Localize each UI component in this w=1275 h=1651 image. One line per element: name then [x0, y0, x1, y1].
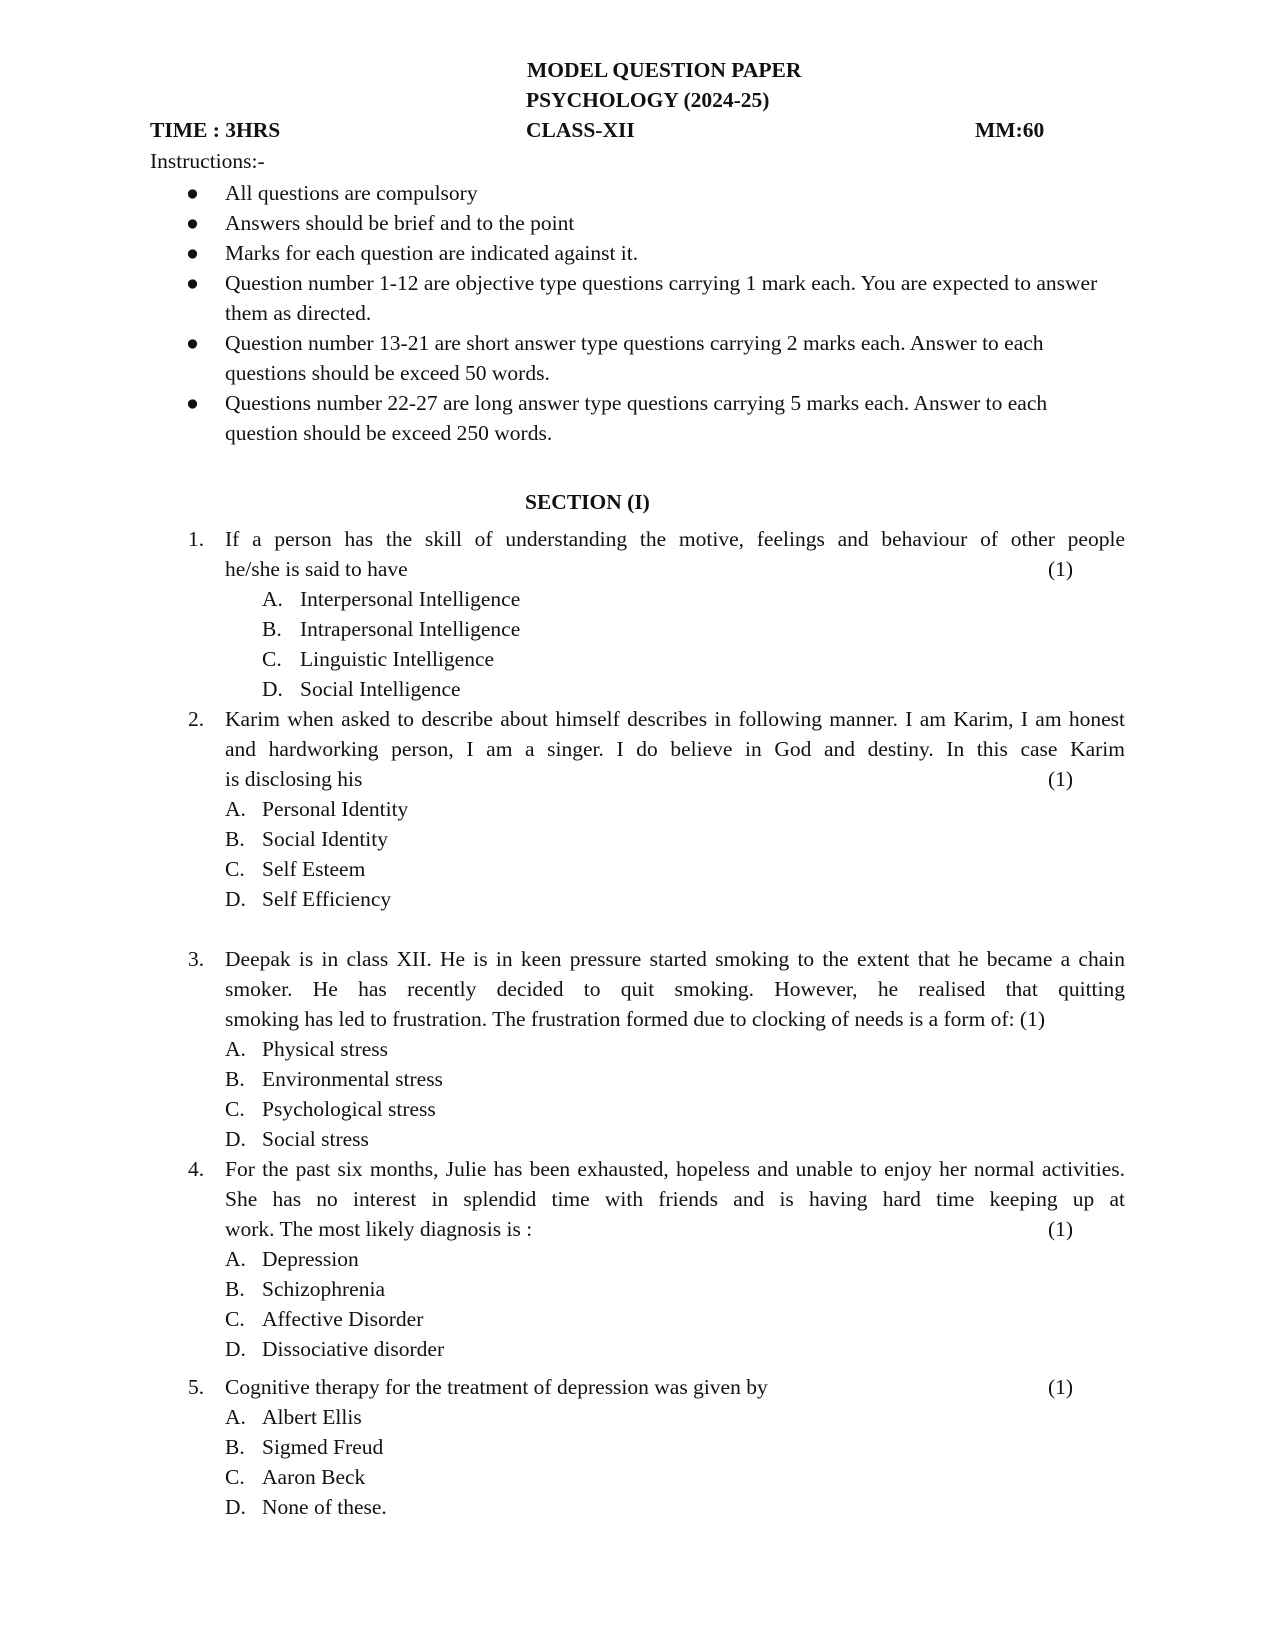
option: C. Psychological stress: [225, 1097, 436, 1121]
instruction-item: ● Question number 1-12 are objective type questions carrying 1 mark each. You are expected to answer them as directed.: [0, 268, 1105, 328]
question-2: [0, 704, 1275, 914]
question-1: [0, 524, 1275, 704]
question-text-last: work. The most likely diagnosis is :: [225, 1217, 533, 1241]
instructions-label: Instructions:-: [150, 149, 265, 173]
bullet-icon: ●: [186, 241, 199, 265]
paper-subject: PSYCHOLOGY (2024-25): [526, 88, 770, 112]
option: D. Dissociative disorder: [225, 1337, 445, 1361]
option: B. Schizophrenia: [225, 1277, 385, 1301]
question-text: Deepak is in class XII. He is in keen pressure started smoking to the extent that he became a chain smoker. He has recently decided to quit smoking. However, he realised that quitting: [225, 947, 1125, 1001]
question-5: [0, 1372, 1275, 1522]
section-title: SECTION (I): [525, 490, 650, 514]
option: A. Physical stress: [225, 1037, 389, 1061]
instruction-item: ● All questions are compulsory: [0, 178, 1105, 208]
option: D. Self Efficiency: [225, 887, 392, 911]
question-number: 3.: [188, 947, 205, 971]
instruction-item: ● Marks for each question are indicated against it.: [0, 238, 1105, 268]
option: C. Self Esteem: [225, 857, 366, 881]
question-number: 4.: [188, 1157, 205, 1181]
option: A. Depression: [225, 1247, 359, 1271]
option: C. Affective Disorder: [225, 1307, 424, 1331]
question-text: Cognitive therapy for the treatment of depression was given by: [225, 1375, 768, 1399]
question-text-last: is disclosing his: [225, 767, 363, 791]
bullet-icon: ●: [186, 271, 199, 295]
marks-label: (1): [1048, 767, 1074, 791]
question-3: [0, 944, 1275, 1154]
paper-title: MODEL QUESTION PAPER: [527, 58, 802, 82]
option: D. Social stress: [225, 1127, 369, 1151]
question-text: For the past six months, Julie has been exhausted, hopeless and unable to enjoy her normal activities. She has no interest in splendid time with friends and is having hard time keeping up at: [225, 1157, 1125, 1211]
question-text: If a person has the skill of understanding the motive, feelings and behaviour of other people: [225, 527, 1125, 551]
question-number: 5.: [188, 1375, 205, 1399]
bullet-icon: ●: [186, 331, 199, 355]
max-marks: MM:60: [975, 118, 1045, 142]
question-text: Karim when asked to describe about himself describes in following manner. I am Karim, I am honest and hardworking person, I am a singer. I do believe in God and destiny. In this case Karim: [225, 707, 1125, 761]
option: A. Personal Identity: [225, 797, 409, 821]
option: C. Linguistic Intelligence: [262, 647, 495, 671]
instruction-item: ● Questions number 22-27 are long answer type questions carrying 5 marks each. Answer to each question should be exceed 250 words.: [0, 388, 1105, 448]
class-label: CLASS-XII: [526, 118, 635, 142]
instruction-item: ● Answers should be brief and to the point: [0, 208, 1105, 238]
option: A. Albert Ellis: [225, 1405, 362, 1429]
marks-label: (1): [1048, 1375, 1074, 1399]
question-4: [0, 1154, 1275, 1364]
instructions-list: [0, 178, 1275, 448]
option: D. None of these.: [225, 1495, 387, 1519]
question-text-last: smoking has led to frustration. The frustration formed due to clocking of needs is a form of: (1): [225, 1007, 1045, 1031]
option: A. Interpersonal Intelligence: [262, 587, 521, 611]
option: B. Sigmed Freud: [225, 1435, 384, 1459]
bullet-icon: ●: [186, 391, 199, 415]
option: B. Intrapersonal Intelligence: [262, 617, 521, 641]
option: C. Aaron Beck: [225, 1465, 366, 1489]
option: D. Social Intelligence: [262, 677, 461, 701]
time-allowed: TIME : 3HRS: [150, 118, 281, 142]
option: B. Environmental stress: [225, 1067, 443, 1091]
bullet-icon: ●: [186, 181, 199, 205]
question-number: 1.: [188, 527, 205, 551]
question-number: 2.: [188, 707, 205, 731]
bullet-icon: ●: [186, 211, 199, 235]
instruction-item: ● Question number 13-21 are short answer type questions carrying 2 marks each. Answer to each questions should be exceed 50 words.: [0, 328, 1105, 388]
question-text-last: he/she is said to have: [225, 557, 408, 581]
option: B. Social Identity: [225, 827, 388, 851]
marks-label: (1): [1048, 1217, 1074, 1241]
marks-label: (1): [1048, 557, 1074, 581]
